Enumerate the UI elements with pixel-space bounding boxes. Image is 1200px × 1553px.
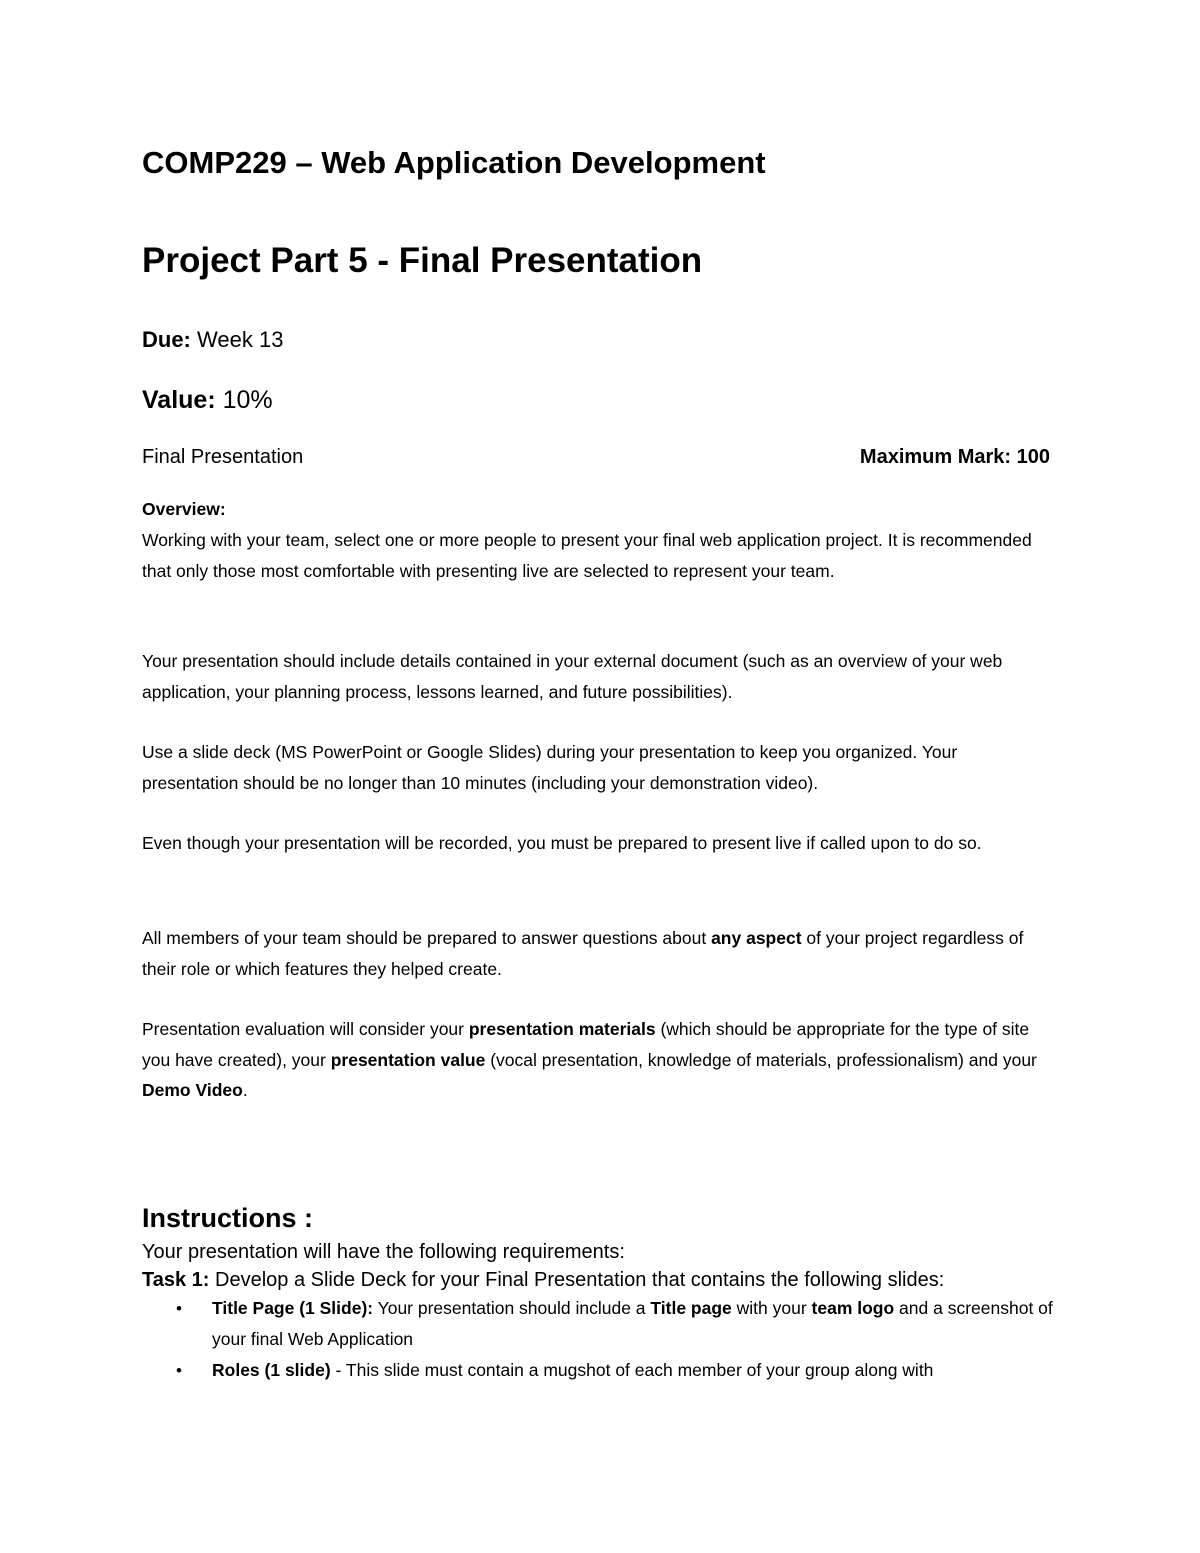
- text-run: .: [242, 1080, 248, 1100]
- text-run: with your: [731, 1298, 812, 1318]
- value-amount: 10%: [215, 386, 273, 414]
- value-line: [142, 384, 273, 416]
- text-run: and a screenshot of your final Web Application: [212, 1298, 1053, 1349]
- assignment-name: Final Presentation: [142, 446, 304, 468]
- emphasis-title-page: Title page: [650, 1298, 732, 1318]
- overview-heading: Overview:: [142, 499, 226, 519]
- text-run: Your presentation should include a: [373, 1298, 651, 1318]
- emphasis-presentation-value: presentation value: [330, 1049, 486, 1070]
- task-1-text: Develop a Slide Deck for your Final Presentation that contains the following slides:: [209, 1269, 945, 1291]
- task-1-label: Task 1:: [142, 1269, 210, 1291]
- emphasis-team-logo: team logo: [811, 1298, 895, 1318]
- text-run: (which should be appropriate for the type of site you have created), your: [142, 1019, 1030, 1070]
- page-title: Project Part 5 - Final Presentation: [142, 241, 703, 280]
- requirements-intro: Your presentation will have the following requirements:: [142, 1241, 625, 1263]
- maximum-mark: Maximum Mark: 100: [859, 446, 1050, 468]
- overview-paragraph-2: Your presentation should include details contained in your external document (such as an overview of your web application, your planning process, lessons learned, and future possibilities).: [142, 651, 1003, 702]
- bullet-title: Roles (1 slide): [212, 1360, 331, 1380]
- slide-requirements-list: [142, 1293, 1057, 1386]
- overview-paragraph-4: Even though your presentation will be recorded, you must be prepared to present live if called upon to do so.: [142, 833, 982, 853]
- due-value: Week 13: [190, 327, 284, 352]
- bullet-icon: •: [176, 1299, 182, 1318]
- list-item: [142, 1355, 1057, 1386]
- overview-paragraph-1: Working with your team, select one or more people to present your final web application project. It is recommended that only those most comfortable with presenting live are selected to represent your team.: [142, 530, 1032, 581]
- overview-paragraph-6: [142, 1014, 1057, 1106]
- task-1: [142, 1266, 944, 1294]
- overview-paragraph-3: Use a slide deck (MS PowerPoint or Google Slides) during your presentation to keep you organized. Your presentation should be no longer than 10 minutes (including your demonstration video).: [142, 742, 958, 793]
- text-run: of your project regardless of their role or which features they helped create.: [142, 928, 1024, 979]
- text-run: Presentation evaluation will consider your: [142, 1019, 469, 1039]
- bullet-icon: •: [176, 1361, 182, 1380]
- due-label: Due:: [142, 327, 191, 352]
- text-run: - This slide must contain a mugshot of each member of your group along with: [330, 1360, 934, 1380]
- emphasis-presentation-materials: presentation materials: [468, 1019, 656, 1039]
- overview-paragraph-5: [142, 923, 1057, 984]
- list-item: [142, 1293, 1057, 1355]
- emphasis-any-aspect: any aspect: [711, 928, 802, 948]
- due-line: [142, 325, 283, 355]
- text-run: (vocal presentation, knowledge of materials, professionalism) and your: [485, 1049, 1037, 1070]
- emphasis-demo-video: Demo Video: [142, 1080, 243, 1100]
- text-run: All members of your team should be prepared to answer questions about: [142, 928, 712, 948]
- instructions-heading: Instructions :: [142, 1203, 314, 1233]
- course-title: COMP229 – Web Application Development: [142, 145, 766, 180]
- assignment-header-row: [142, 444, 1050, 470]
- bullet-title: Title Page (1 Slide):: [212, 1298, 374, 1318]
- value-label: Value:: [142, 386, 216, 414]
